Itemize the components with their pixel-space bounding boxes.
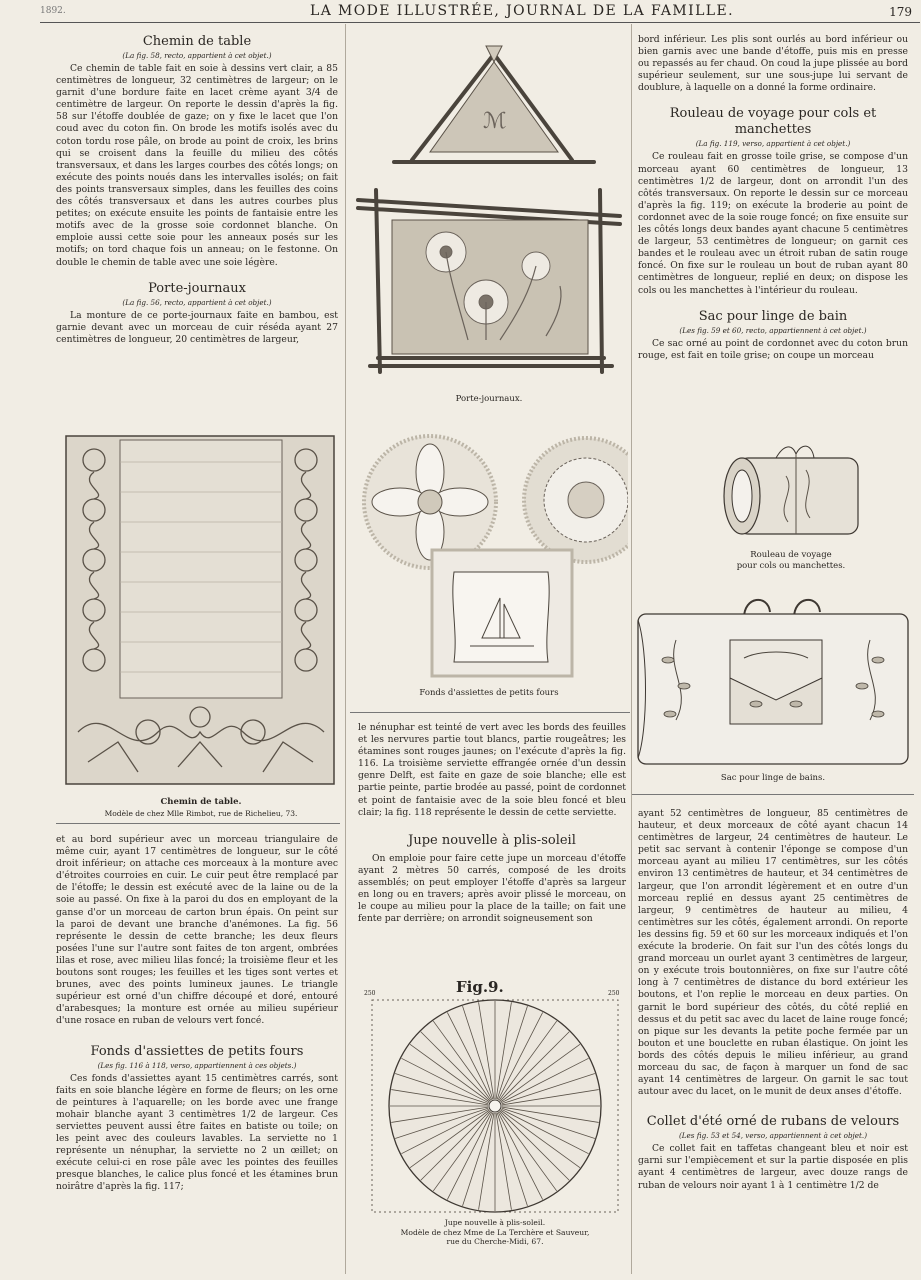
column-rule-3 xyxy=(632,794,914,795)
fig9-pattern xyxy=(362,990,628,1216)
column-rule xyxy=(56,823,340,824)
caption-jupe-credit: Modèle de chez Mme de La Terchère et Sauveur, xyxy=(400,1227,590,1237)
svg-text:ℳ: ℳ xyxy=(483,109,507,134)
article-sac: Ce sac orné au point de cordonnet avec du coton brun rouge, est fait en toile grise; on coupe un morceau xyxy=(638,337,908,361)
article-fonds: Ces fonds d'assiettes ayant 15 centimètres carrés, sont faits en soie blanche légère en forme de fleurs; on les orne de peintures à l'aquarelle; on les borde avec une frange mohair blanche ayant 3 centimètres 1/2 de largeur. Ces serviettes peuvent aussi être faites en batiste ou toile; on les peint avec des couleurs lavables. La serviette no 1 représente un nénuphar, la serviette no 2 un œillet; on exécute celui-ci en rose pâle avec les pointes des feuilles presque blanches, le calice plus foncé et les étamines brun noirâtre d'après la fig. 117; xyxy=(56,1072,338,1193)
column-3-bottom xyxy=(638,808,908,1192)
fig9-scale-right: 250 xyxy=(608,990,620,997)
section-sub-sac: (Les fig. 59 et 60, recto, appartiennent à cet objet.) xyxy=(679,325,867,335)
section-title-rouleau: Rouleau de voyage pour cols et manchettes xyxy=(669,106,877,138)
article-chemin: Ce chemin de table fait en soie à dessins vert clair, a 85 centimètres de longueur, 32 centimètres de largeur; on le garnit d'une bordure faite en lacet crème ayant 3/4 de centimètre de largeur. On reporte le dessin d'après la fig. 58 sur l'étoffe doublée de gaze; on y fixe le lacet que l'on coud avec du coton fin. On brode les motifs isolés avec du coton tordu rose pâle, on brode au point de croix, les brins qui se croisent dans la feuille du milieu des côtés transversaux, et dans les larges courbes des côtés longs; on exécute des points noués dans les intervalles isolés; on fait des points transversaux simples, dans les feuilles des coins des côtés transversaux et dans les autres courbes plus petites; on exécute ensuite les points de fantaisie entre les motifs avec de la grosse soie cordonnet blanche. On emploie aussi cette soie pour les anneaux posés sur les motifs; on tord chaque fois un anneau; on le festonne. On double le chemin de table avec une soie légère. xyxy=(56,63,338,268)
rouleau-illustration xyxy=(716,436,866,546)
caption-chemin xyxy=(58,797,344,819)
section-sub-rouleau: (La fig. 119, verso, appartient à cet objet.) xyxy=(695,139,851,149)
header-year: 1892. xyxy=(40,6,66,16)
caption-rouleau-line2: pour cols ou manchettes. xyxy=(736,561,846,571)
article-porte-continued: et au bord supérieur avec un morceau triangulaire de même cuir, ayant 17 centimètres de longueur, sur le côté droit inférieur; on attache ces morceaux à la monture avec d'étroites courroies en cuir. Le cuir peut être remplacé par de l'étoffe; le dessin est exécuté avec de la laine ou de la soie au passé. On fixe à la paroi du dos en employant de la ganse d'or un morceau de carton brun épais. On peint sur la paroi de devant une branche d'anémones. La fig. 56 représente le dessin de cette branche; les deux fleurs posées l'une sur l'autre sont faites de ton argent, ombrées lilas et rose, avec milieu lilas foncé; la troisième fleur et les boutons sont rouges; les feuilles et les tiges sont vertes et brunes, avec des points lumineux jaunes. Le triangle supérieur est orné d'un chiffre découpé et doré, entouré d'arabesques; la monture est ornée au milieu supérieur d'une rosace en ruban de velours vert foncé. xyxy=(56,834,338,1027)
section-title-chemin: Chemin de table xyxy=(142,34,252,49)
fonds-assiettes-illustration xyxy=(350,432,628,688)
fig9-sunray-diagram xyxy=(362,994,628,1216)
fig9-scale-left: 250 xyxy=(364,990,376,997)
column-rule-2 xyxy=(350,712,630,713)
column-2-text xyxy=(358,722,626,925)
section-title-porte: Porte-journaux xyxy=(148,280,246,296)
porte-journaux-illustration xyxy=(350,40,628,396)
section-sub-porte: (La fig. 56, recto, appartient à cet objet.) xyxy=(122,297,272,307)
fig9-label: Fig.9. xyxy=(456,978,504,996)
caption-porte-journaux: Porte-journaux. xyxy=(455,394,523,404)
caption-rouleau-line1: Rouleau de voyage xyxy=(750,550,832,560)
section-title-jupe: Jupe nouvelle à plis-soleil xyxy=(408,832,576,848)
page-number: 179 xyxy=(889,5,912,19)
caption-sac: Sac pour linge de bains. xyxy=(720,773,826,783)
caption-fonds-assiettes: Fonds d'assiettes de petits fours xyxy=(419,688,559,698)
section-sub-chemin: (La fig. 58, recto, appartient à cet objet.) xyxy=(122,51,272,60)
article-collet: Ce collet fait en taffetas changeant bleu et noir est garni sur l'empiècement et sur la partie disposée en plis ayant 4 centimètres de largeur, avec douze rangs de ruban de velours noir ayant 1 à 1 centimètre 1/2 de xyxy=(638,1143,908,1191)
journal-title: LA MODE ILLUSTRÉE, JOURNAL DE LA FAMILLE. xyxy=(310,3,734,19)
caption-jupe-address: rue du Cherche-Midi, 67. xyxy=(446,1237,544,1246)
section-title-sac: Sac pour linge de bain xyxy=(698,308,848,324)
caption-chemin-credit: Modèle de chez Mlle Rimbot, rue de Richelieu, 73. xyxy=(104,809,298,818)
article-porte: La monture de ce porte-journaux faite en bambou, est garnie devant avec un morceau de cuir réséda ayant 27 centimètres de longueur, 20 centimètres de largeur, xyxy=(56,309,338,345)
caption-jupe-title: Jupe nouvelle à plis-soleil. xyxy=(444,1218,546,1227)
caption-jupe xyxy=(356,1218,634,1247)
sac-illustration xyxy=(634,590,912,770)
column-1-bottom xyxy=(56,834,338,1193)
article-sac-continued: ayant 52 centimètres de longueur, 85 centimètres de hauteur, et deux morceaux de côté ayant chacun 14 centimètres de largeur, 24 centimètres de hauteur. Le petit sac servant à contenir l'éponge se compose d'un morceau ayant au milieu 17 centimètres, sur les côtés environ 13 centimètres de hauteur, et 34 centimètres de largeur, que l'on arrondit légèrement et en outre d'un morceau replié en dessus ayant 25 centimètres de largeur, 9 centimètres de hauteur au milieu, 4 centimètres sur les côtés, également arrondi. On reporte les dessins fig. 59 et 60 sur les morceaux indiqués et l'on exécute la broderie. On fait sur l'un des côtés longs du grand morceau un ourlet ayant 3 centimètres de largeur, on y exécute trois boutonnières, on fixe sur l'autre côté long à 7 centimètres de distance du bord extérieur les boutons, et l'on replie le morceau en deux parties. On garnit le bord supérieur des côtés, du côté replié en dessus et du petit sac avec du lacet de laine rouge foncé; on pique sur les devants la petite poche fermée par un bouton et une bouclette en ruban élastique. On joint les bords des côtés depuis le milieu inférieur, au grand morceau du sac, de façon à marquer un fond de sac ayant 14 centimètres de largeur. On garnit le sac tout autour avec du lacet, on le munit de deux anses d'étoffe. xyxy=(638,808,908,1098)
article-fonds-continued: le nénuphar est teinté de vert avec les bords des feuilles et les nervures partie tout blancs, partie rougeâtres; les étamines sont rouges jaunes; on l'exécute d'après la fig. 116. La troisième serviette effrangée ornée d'un dessin genre Delft, est faite en gaze de soie blanche; elle est partie peinte, partie brodée au passé, point de cordonnet et point de fantaisie avec de la soie bleu foncé et bleu clair; la fig. 118 représente le dessin de cette serviette. xyxy=(358,722,626,818)
page-header xyxy=(40,0,920,23)
chemin-de-table-illustration xyxy=(58,432,344,792)
caption-chemin-title: Chemin de table. xyxy=(160,797,242,807)
column-1-top xyxy=(56,34,338,346)
article-rouleau: Ce rouleau fait en grosse toile grise, se compose d'un morceau ayant 60 centimètres de longueur, 13 centimètres 1/2 de largeur, dont on arrondit l'un des côtés transversaux. On reporte le dessin sur ce morceau d'après la fig. 119; on exécute la broderie au point de cordonnet avec de la soie rouge foncé; on fixe ensuite sur les côtés longs deux bandes ayant chacune 5 centimètres de largeur, 53 centimètres de longueur; on garnit ces bandes et le rouleau avec un étroit ruban de satin rouge foncé. On fixe sur le rouleau un bout de ruban ayant 80 centimètres de longueur, replié en deux; on dispose les cols ou les manchettes à l'intérieur du rouleau. xyxy=(638,151,908,296)
section-title-collet: Collet d'été orné de rubans de velours xyxy=(646,1114,900,1130)
article-jupe: On emploie pour faire cette jupe un morceau d'étoffe ayant 2 mètres 50 carrés, composé de les droits assemblés; on peut employer l'étoffe d'après sa largeur en long ou en travers; après avoir plissé le morceau, on le coupe au milieu pour la place de la taille; on fait une fente par derrière; on arrondit soigneusement son xyxy=(358,852,626,925)
section-sub-collet: (Les fig. 53 et 54, verso, appartiennent à cet objet.) xyxy=(678,1131,868,1141)
article-jupe-continued: bord inférieur. Les plis sont ourlés au bord inférieur ou bien garnis avec une bande d'étoffe, puis mis en presse ou repassés au fer chaud. On coud la jupe plissée au bord supérieur seulement, sur une sous-jupe lui servant de doublure, à laquelle on a donné la forme ordinaire. xyxy=(638,34,908,94)
caption-rouleau xyxy=(716,550,866,572)
column-separator-1 xyxy=(345,24,346,1274)
section-sub-fonds: (Les fig. 116 à 118, verso, appartiennent à ces objets.) xyxy=(97,1060,297,1070)
column-3-top xyxy=(638,34,908,362)
section-title-fonds: Fonds d'assiettes de petits fours xyxy=(90,1043,304,1059)
column-separator-2 xyxy=(631,24,632,1274)
